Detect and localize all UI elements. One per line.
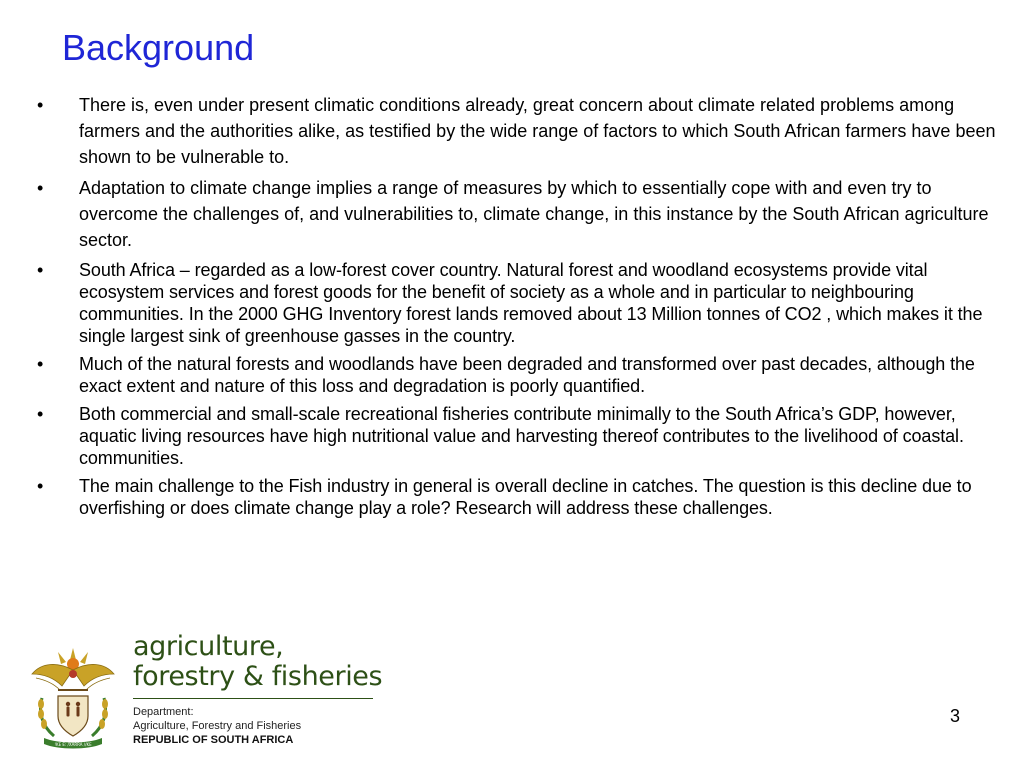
department-name: Agriculture, Forestry and Fisheries (133, 720, 302, 732)
bullet-marker: • (37, 95, 44, 115)
shield-icon (58, 696, 88, 736)
bullet-text: South Africa – regarded as a low-forest cover country. Natural forest and woodland ecosystems provide vital ecosystem services and forest goods for the benefit of society as a whole and in particular to neighbouring communities. In the 2000 GHG Inventory forest lands removed about 13 Million tonnes of CO2 , which makes it the single largest sink of greenhouse gasses in the country. (79, 260, 983, 346)
bullet-item (0, 353, 1024, 397)
bullet-text: Both commercial and small-scale recreational fisheries contribute minimally to the South Africa’s GDP, however, aquatic living resources have high nutritional value and harvesting thereof contributes to the livelihood of coastal. communities. (79, 404, 964, 468)
coat-of-arms-logo (28, 640, 118, 750)
bullet-text: The main challenge to the Fish industry in general is overall decline in catches. The question is this decline due to overfishing or does climate change play a role? Research will address these challenges. (79, 476, 972, 518)
bullet-item (0, 259, 1024, 347)
brand-line-1: agriculture, (133, 631, 284, 662)
bullet-marker: • (37, 476, 44, 496)
bullet-list (0, 92, 1024, 519)
bullet-text: There is, even under present climatic conditions already, great concern about climate related problems among farmers and the authorities alike, as testified by the wide range of factors to which South African farmers have been shown to be vulnerable to. (79, 95, 996, 167)
department-label: Department: (133, 706, 194, 718)
bullet-marker: • (37, 404, 44, 424)
department-logo-text (133, 632, 382, 747)
brand-line-2: forestry & fisheries (133, 661, 383, 692)
page-number: 3 (950, 706, 961, 726)
motto-text: !KE E: /XARRA //KE (54, 742, 92, 747)
slide-title: Background (62, 27, 255, 68)
brand-divider (133, 698, 373, 699)
bullet-item (0, 92, 1024, 170)
country-name: REPUBLIC OF SOUTH AFRICA (133, 734, 294, 746)
bullet-text: Adaptation to climate change implies a range of measures by which to essentially cope with and even try to overcome the challenges of, and vulnerabilities to, climate change, in this instance by the South African agriculture sector. (79, 178, 989, 250)
bird-head-icon (69, 670, 77, 678)
bullet-marker: • (37, 354, 44, 374)
bullet-item (0, 475, 1024, 519)
bullet-text: Much of the natural forests and woodlands have been degraded and transformed over past decades, although the exact extent and nature of this loss and degradation is poorly quantified. (79, 354, 975, 396)
bullet-marker: • (37, 260, 44, 280)
bullet-marker: • (37, 178, 44, 198)
bullet-item (0, 403, 1024, 469)
bullet-item (0, 175, 1024, 253)
